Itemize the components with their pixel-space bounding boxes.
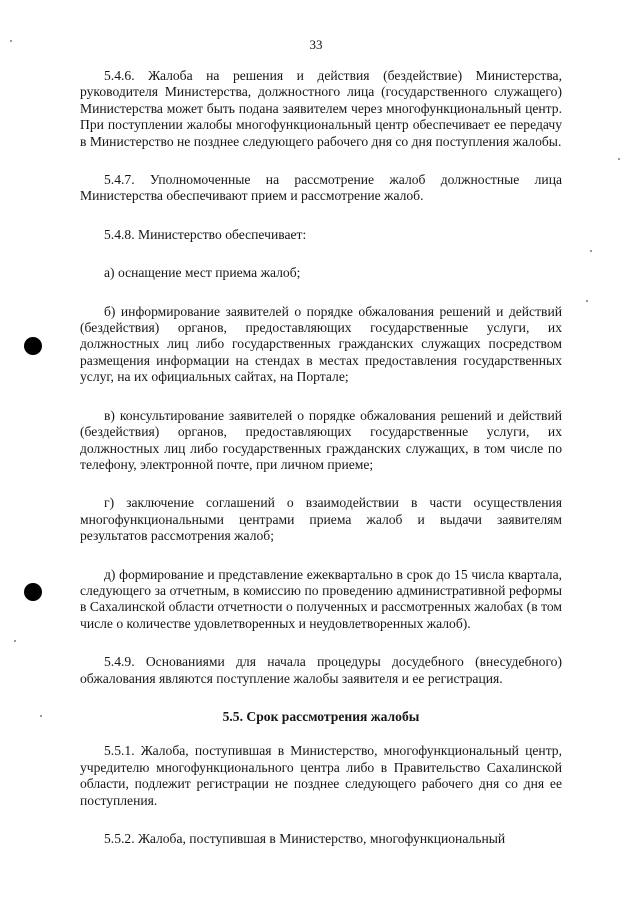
paragraph-5-5-2: 5.5.2. Жалоба, поступившая в Министерство, многофункциональный [104,831,506,846]
paragraph-5-4-7: 5.4.7. Уполномоченные на рассмотрение жалоб должностные лица Министерства обеспечивают прием и рассмотрение жалоб. [80,172,562,204]
scan-speck [586,300,588,302]
document-body [80,68,562,869]
list-item-g: г) заключение соглашений о взаимодействии в части осуществления многофункциональными центрами приема жалоб и выдачи заявителям результатов рассмотрения жалоб; [80,495,562,544]
list-item-b: б) информирование заявителей о порядке обжалования решений и действий (бездействия) органов, предоставляющих государственные услуги, их должностных лиц либо государственных гражданских служащих посредством размещения информации на стендах в местах предоставления государственных услуг, на их официальных сайтах, на Портале; [80,303,562,385]
punch-hole-bottom [24,583,42,601]
list-item-d: д) формирование и представление ежеквартально в срок до 15 числа квартала, следующего за отчетным, в комиссию по проведению административной реформы в Сахалинской области отчетности о полученных и рассмотренных жалобах (в том числе о количестве удовлетворенных и неудовлетворенных жалоб). [80,566,562,631]
list-item-v: в) консультирование заявителей о порядке обжалования решений и действий (бездействия) органов, предоставляющих государственные услуги, их должностных лиц либо государственных гражданских служащих, в том числе по телефону, электронной почте, при личном приеме; [80,407,562,472]
paragraph-5-4-9: 5.4.9. Основаниями для начала процедуры досудебного (внесудебного) обжалования являются поступление жалобы заявителя и ее регистрация. [80,654,562,686]
scan-speck [590,250,592,252]
paragraph-5-4-6: 5.4.6. Жалоба на решения и действия (бездействие) Министерства, руководителя Министерства, должностного лица (государственного служащего) Министерства может быть подана заявителем через многофункциональный центр. При поступлении жалобы многофункциональный центр обеспечивает ее передачу в Министерство не позднее следующего рабочего дня со дня поступления жалобы. [80,68,562,149]
paragraph-5-4-8: 5.4.8. Министерство обеспечивает: [104,226,307,242]
scan-speck [40,715,42,717]
scan-speck [618,158,620,160]
paragraph-5-5-1: 5.5.1. Жалоба, поступившая в Министерство, многофункциональный центр, учредителю многофункционального центра либо в Правительство Сахалинской области, подлежит регистрации не позднее следующего рабочего дня со дня ее поступления. [80,743,562,808]
scan-speck [14,640,16,642]
list-item-a: а) оснащение мест приема жалоб; [104,265,301,281]
scan-speck [10,40,12,42]
section-title: 5.5. Срок рассмотрения жалобы [222,708,420,724]
page-number: 33 [309,37,323,52]
punch-hole-top [24,337,42,355]
